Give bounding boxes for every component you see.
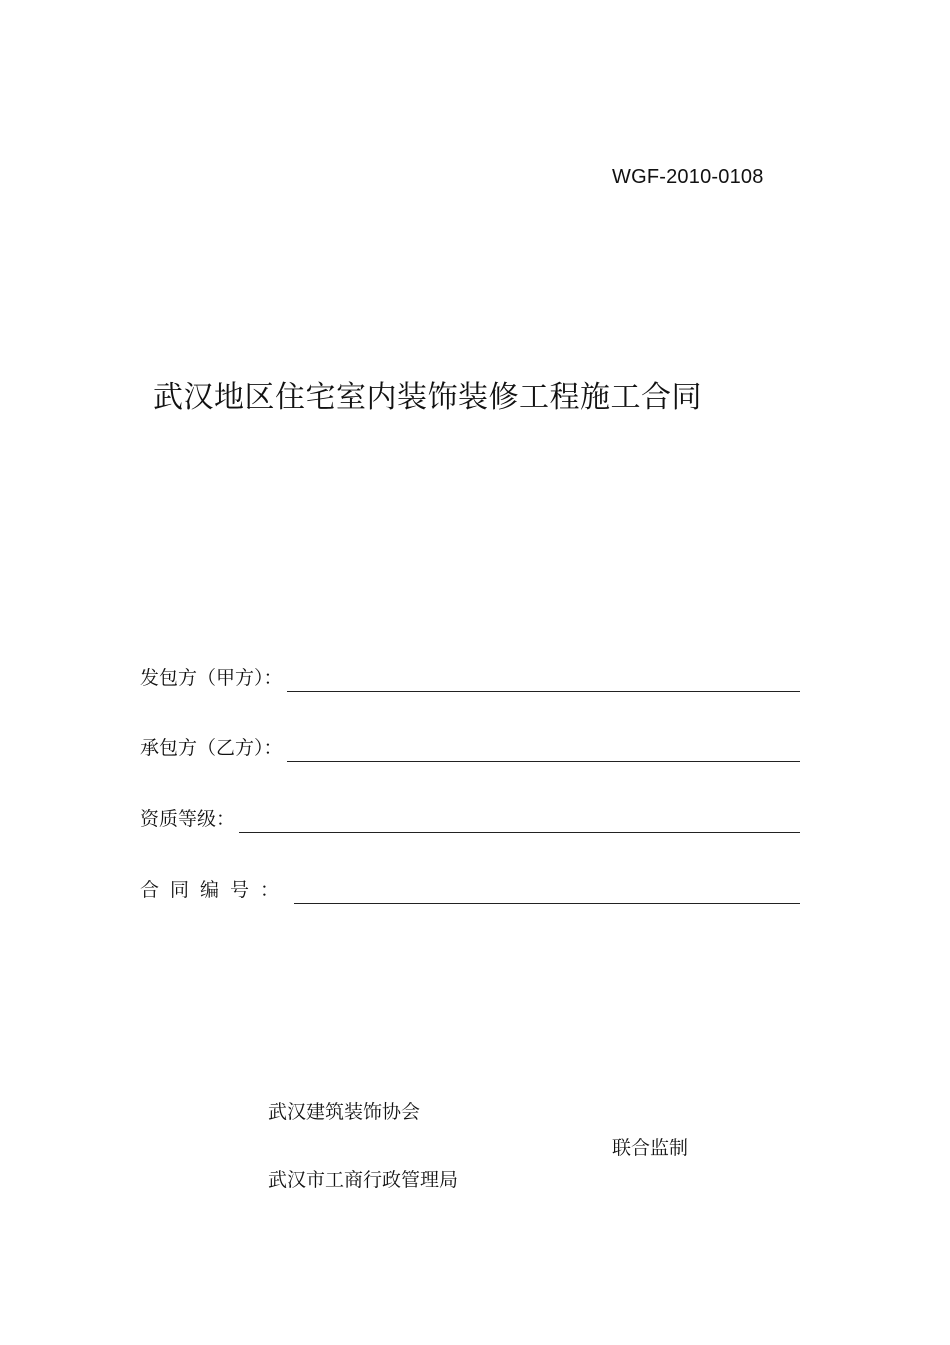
contractor-blank-line[interactable] bbox=[287, 737, 800, 762]
qualification-blank-line[interactable] bbox=[239, 808, 800, 833]
contract-title: 武汉地区住宅室内装饰装修工程施工合同 bbox=[153, 380, 702, 415]
employer-blank-line[interactable] bbox=[287, 667, 800, 692]
employer-label: 发包方（甲方）： bbox=[140, 667, 283, 689]
qualification-field bbox=[140, 801, 800, 833]
contract-number-blank-line[interactable] bbox=[294, 879, 800, 904]
issuing-org-association: 武汉建筑装饰协会 bbox=[268, 1101, 421, 1123]
contract-number-field bbox=[140, 872, 800, 904]
joint-supervision-label: 联合监制 bbox=[612, 1137, 689, 1159]
issuing-org-bureau: 武汉市工商行政管理局 bbox=[268, 1169, 459, 1191]
qualification-label: 资质等级： bbox=[140, 808, 236, 830]
contractor-field bbox=[140, 730, 800, 762]
contract-number-label: 合同编号： bbox=[140, 879, 291, 901]
contractor-label: 承包方（乙方）： bbox=[140, 737, 283, 759]
document-code: WGF-2010-0108 bbox=[612, 166, 764, 188]
employer-field bbox=[140, 660, 800, 692]
